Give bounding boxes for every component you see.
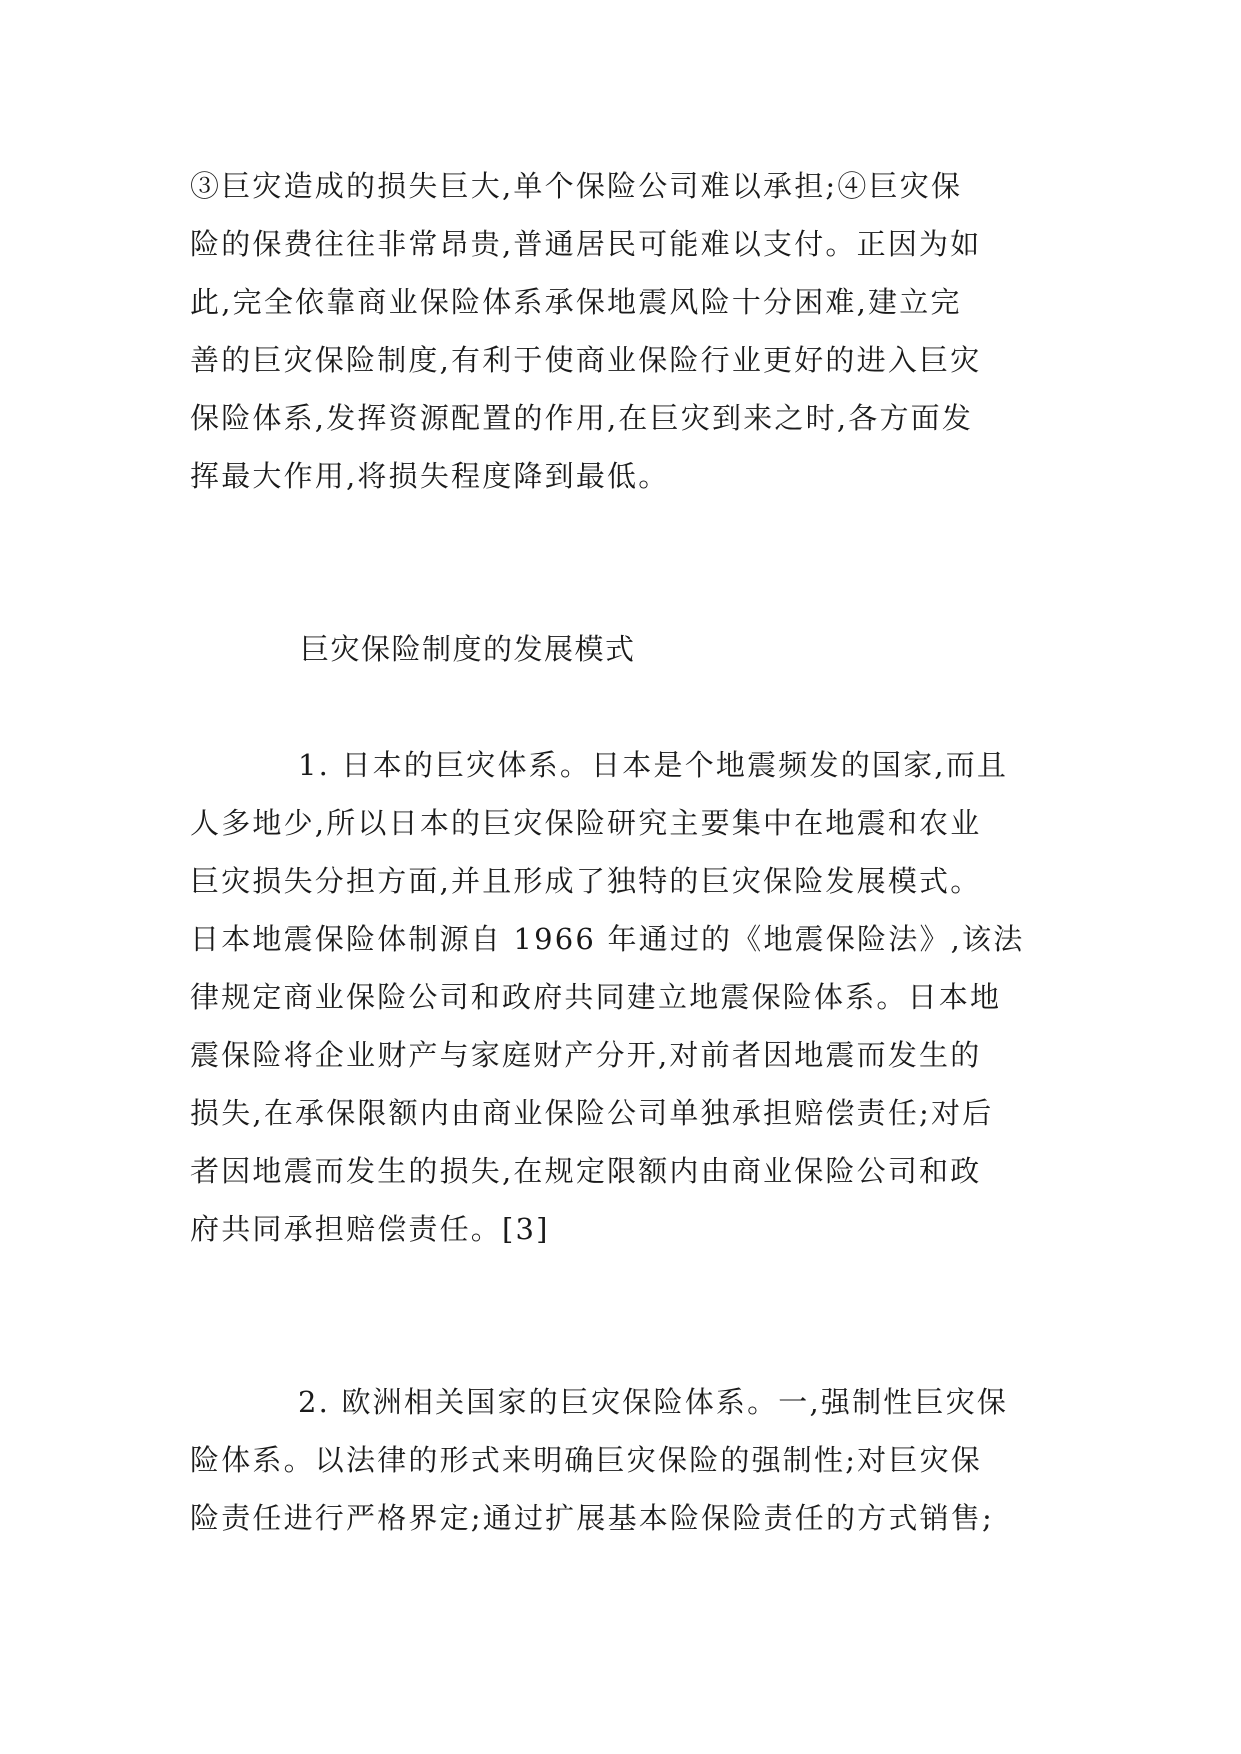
paragraph-line: ③巨灾造成的损失巨大,单个保险公司难以承担;④巨灾保 <box>190 169 963 203</box>
paragraph-line: 1. 日本的巨灾体系。日本是个地震频发的国家,而且 <box>298 748 1009 782</box>
paragraph-line: 震保险将企业财产与家庭财产分开,对前者因地震而发生的 <box>190 1038 982 1072</box>
paragraph-line: 者因地震而发生的损失,在规定限额内由商业保险公司和政 <box>190 1154 982 1188</box>
paragraph-line: 损失,在承保限额内由商业保险公司单独承担赔偿责任;对后 <box>190 1096 994 1130</box>
paragraph-line: 善的巨灾保险制度,有利于使商业保险行业更好的进入巨灾 <box>190 343 982 377</box>
paragraph-line: 巨灾损失分担方面,并且形成了独特的巨灾保险发展模式。 <box>190 864 982 898</box>
paragraph-line: 府共同承担赔偿责任。[3] <box>190 1212 550 1246</box>
paragraph-line: 2. 欧洲相关国家的巨灾保险体系。一,强制性巨灾保 <box>298 1385 1009 1419</box>
paragraph-line: 保险体系,发挥资源配置的作用,在巨灾到来之时,各方面发 <box>190 401 974 435</box>
paragraph-line: 险的保费往往非常昂贵,普通居民可能难以支付。正因为如 <box>190 227 982 261</box>
paragraph-line: 此,完全依靠商业保险体系承保地震风险十分困难,建立完 <box>190 285 962 319</box>
paragraph-line: 挥最大作用,将损失程度降到最低。 <box>190 459 670 493</box>
paragraph-line: 律规定商业保险公司和政府共同建立地震保险体系。日本地 <box>190 980 1002 1014</box>
paragraph-line: 险责任进行严格界定;通过扩展基本险保险责任的方式销售; <box>190 1501 994 1535</box>
paragraph-line: 险体系。以法律的形式来明确巨灾保险的强制性;对巨灾保 <box>190 1443 982 1477</box>
paragraph-line: 人多地少,所以日本的巨灾保险研究主要集中在地震和农业 <box>190 806 982 840</box>
section-heading: 巨灾保险制度的发展模式 <box>300 632 636 666</box>
paragraph-line: 日本地震保险体制源自 1966 年通过的《地震保险法》,该法 <box>190 922 1025 956</box>
